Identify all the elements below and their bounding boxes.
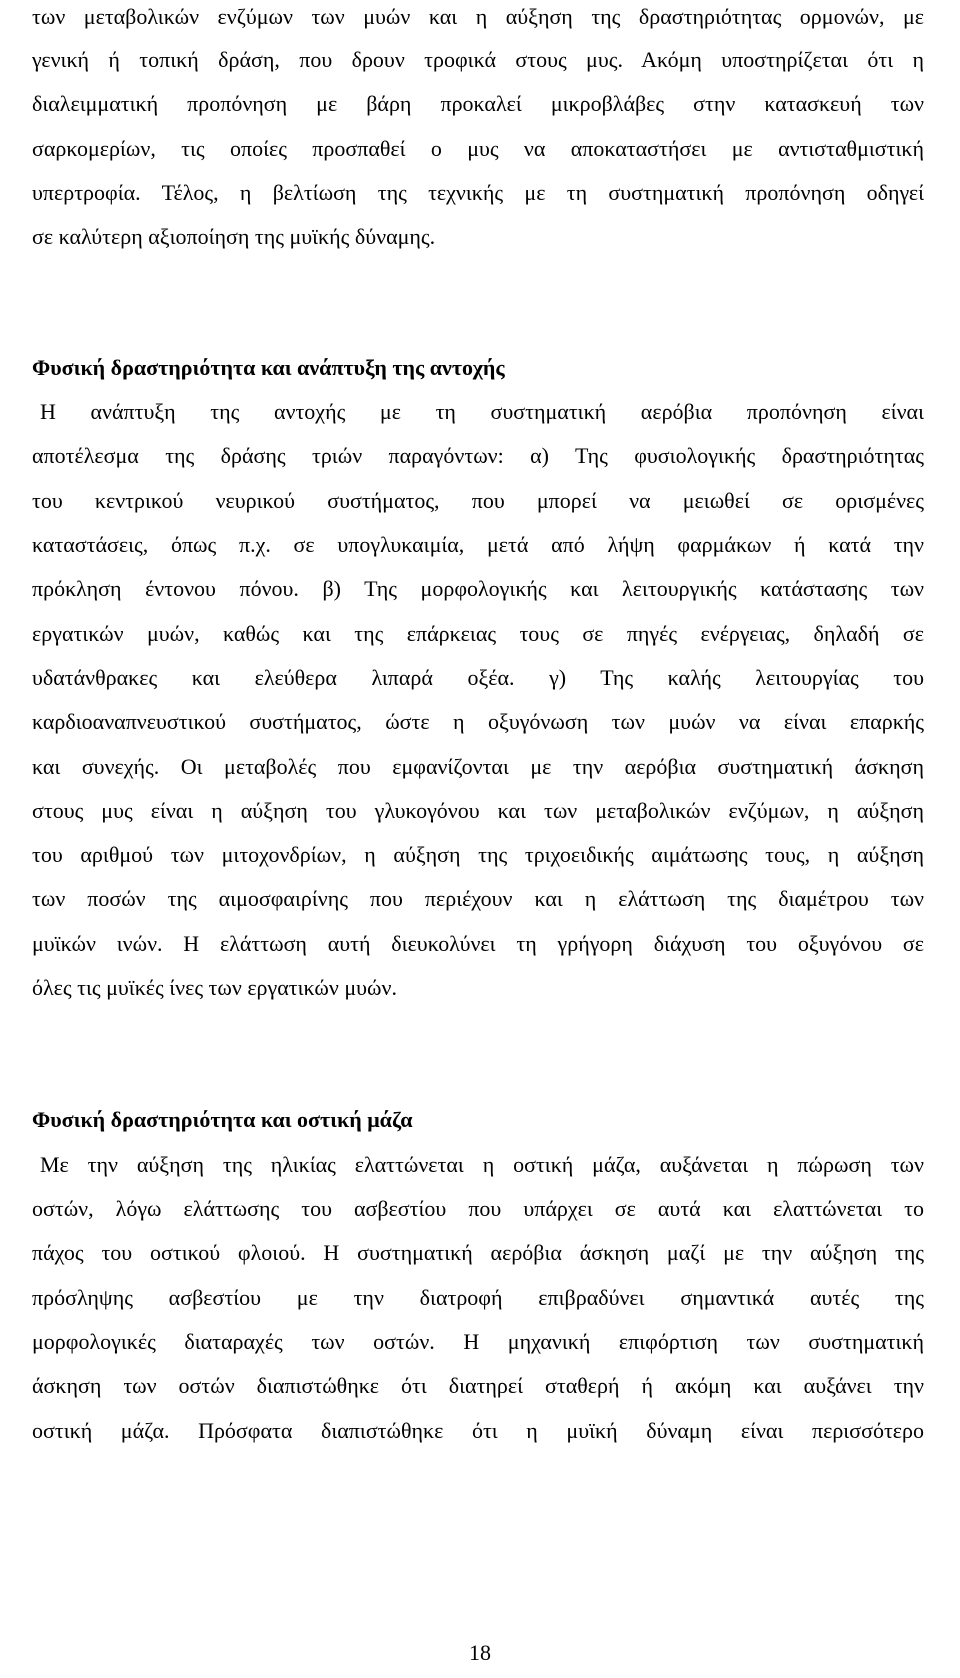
paragraph-line: του κεντρικού νευρικού συστήματος, που μπορεί να μειωθεί σε ορισμένες (32, 488, 924, 513)
paragraph-line: και συνεχής. Οι μεταβολές που εμφανίζονται με την αερόβια συστηματική άσκηση (32, 754, 924, 779)
paragraph-line: πάχος του οστικού φλοιού. Η συστηματική αερόβια άσκηση μαζί με την αύξηση της (32, 1240, 924, 1265)
paragraph-line: πρόκληση έντονου πόνου. β) Της μορφολογικής και λειτουργικής κατάστασης των (32, 576, 924, 601)
paragraph-line: αποτέλεσμα της δράσης τριών παραγόντων: α) Της φυσιολογικής δραστηριότητας (32, 443, 924, 468)
paragraph-line: γενική ή τοπική δράση, που δρουν τροφικά στους μυς. Ακόμη υποστηρίζεται ότι η (32, 47, 924, 72)
paragraph-line: μυϊκών ινών. Η ελάττωση αυτή διευκολύνει τη γρήγορη διάχυση του οξυγόνου σε (32, 931, 924, 956)
paragraph-line: καρδιοαναπνευστικού συστήματος, ώστε η οξυγόνωση των μυών να είναι επαρκής (32, 709, 924, 734)
paragraph-line: των ποσών της αιμοσφαιρίνης που περιέχουν και η ελάττωση της διαμέτρου των (32, 886, 924, 911)
paragraph-line: υδατάνθρακες και ελεύθερα λιπαρά οξέα. γ) Της καλής λειτουργίας του (32, 665, 924, 690)
section-heading-endurance: Φυσική δραστηριότητα και ανάπτυξη της αντοχής (32, 355, 505, 380)
section-heading-bone-mass: Φυσική δραστηριότητα και οστική μάζα (32, 1107, 413, 1132)
paragraph-line: των μεταβολικών ενζύμων των μυών και η αύξηση της δραστηριότητας ορμονών, με (32, 4, 924, 29)
paragraph-line: Η ανάπτυξη της αντοχής με τη συστηματική αερόβια προπόνηση είναι (40, 399, 924, 424)
paragraph-line: εργατικών μυών, καθώς και της επάρκειας τους σε πηγές ενέργειας, δηλαδή σε (32, 621, 924, 646)
paragraph-line: του αριθμού των μιτοχονδρίων, η αύξηση της τριχοειδικής αιμάτωσης τους, η αύξηση (32, 842, 924, 867)
paragraph-line: διαλειμματική προπόνηση με βάρη προκαλεί μικροβλάβες στην κατασκευή των (32, 91, 924, 116)
paragraph-line: οστών, λόγω ελάττωσης του ασβεστίου που υπάρχει σε αυτά και ελαττώνεται το (32, 1196, 924, 1221)
paragraph-line: οστική μάζα. Πρόσφατα διαπιστώθηκε ότι η μυϊκή δύναμη είναι περισσότερο (32, 1418, 924, 1443)
page-number: 18 (469, 1640, 491, 1665)
paragraph-line: σαρκομερίων, τις οποίες προσπαθεί ο μυς να αποκαταστήσει με αντισταθμιστική (32, 136, 924, 161)
paragraph-line: καταστάσεις, όπως π.χ. σε υπογλυκαιμία, μετά από λήψη φαρμάκων ή κατά την (32, 532, 924, 557)
paragraph-line: Με την αύξηση της ηλικίας ελαττώνεται η οστική μάζα, αυξάνεται η πώρωση των (40, 1152, 924, 1177)
paragraph-line: άσκηση των οστών διαπιστώθηκε ότι διατηρεί σταθερή ή ακόμη και αυξάνει την (32, 1373, 924, 1398)
paragraph-line: όλες τις μυϊκές ίνες των εργατικών μυών. (32, 975, 397, 1000)
paragraph-line: στους μυς είναι η αύξηση του γλυκογόνου και των μεταβολικών ενζύμων, η αύξηση (32, 798, 924, 823)
paragraph-line: μορφολογικές διαταραχές των οστών. Η μηχανική επιφόρτιση των συστηματική (32, 1329, 924, 1354)
paragraph-line: πρόσληψης ασβεστίου με την διατροφή επιβραδύνει σημαντικά αυτές της (32, 1285, 924, 1310)
paragraph-line: σε καλύτερη αξιοποίηση της μυϊκής δύναμης. (32, 224, 436, 249)
paragraph-line: υπερτροφία. Τέλος, η βελτίωση της τεχνικής με τη συστηματική προπόνηση οδηγεί (32, 180, 924, 205)
